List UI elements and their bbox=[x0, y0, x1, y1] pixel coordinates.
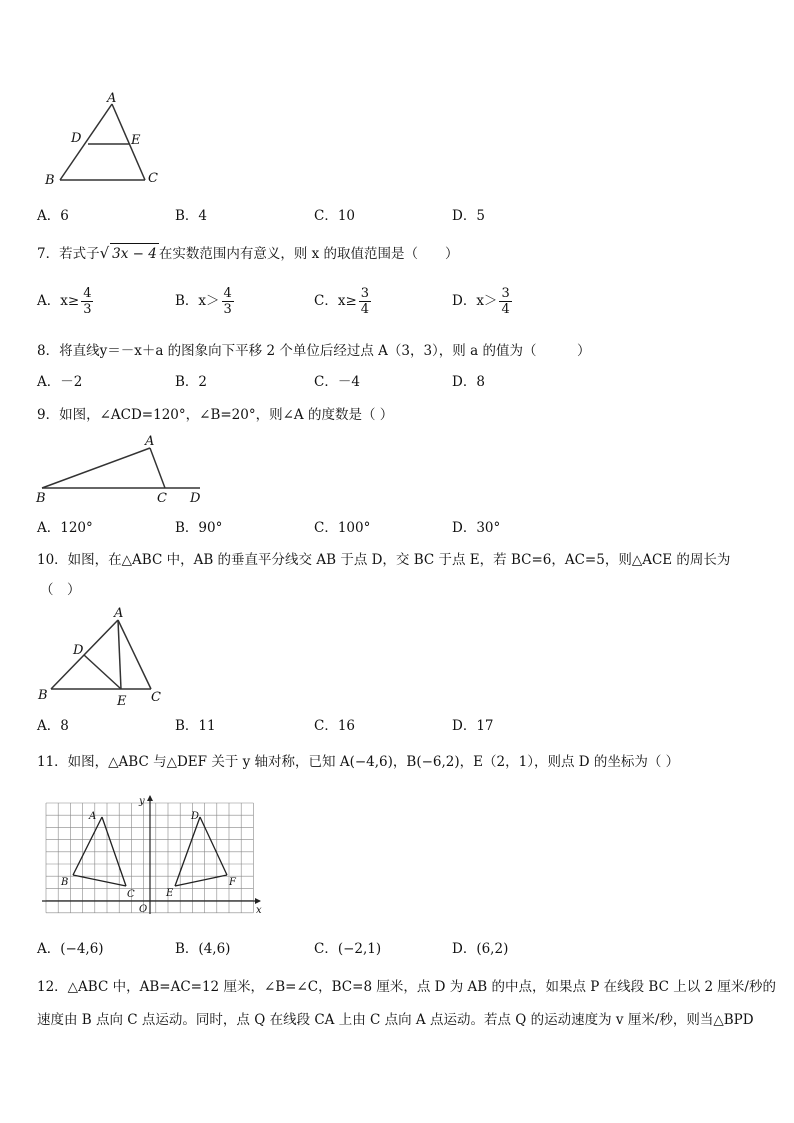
sqrt-icon: √ bbox=[99, 244, 110, 262]
q8-question: 8．将直线y＝－x＋a 的图象向下平移 2 个单位后经过点 A（3，3），则 a 的值为（ ） bbox=[37, 343, 591, 359]
q10-triangle-figure bbox=[34, 604, 174, 710]
q7-option-d: D．x＞ $\frac{3}{4}$ bbox=[452, 286, 510, 317]
q8-option-d: D．8 bbox=[452, 374, 485, 390]
q11-label-O: O bbox=[139, 904, 148, 915]
q9-label-B: B bbox=[36, 491, 46, 506]
q10-label-B: B bbox=[38, 688, 48, 703]
q6-label-E: E bbox=[131, 133, 141, 148]
q11-option-a: A．(−4,6) bbox=[37, 941, 104, 957]
q6-option-b: B．4 bbox=[175, 208, 208, 224]
q11-label-E: E bbox=[166, 888, 174, 899]
q9-question: 9．如图，∠ACD=120°，∠B=20°，则∠A 的度数是（ ） bbox=[37, 407, 394, 423]
q6-triangle-figure bbox=[40, 88, 170, 188]
q9-triangle-figure bbox=[32, 430, 212, 510]
q11-coord-B: (−6,2) bbox=[416, 754, 460, 770]
q10-question-paren: （ ） bbox=[40, 582, 81, 598]
q7-option-c: C．x≥ $\frac{3}{4}$ bbox=[314, 286, 370, 317]
q12-question-line2: 速度由 B 点向 C 点运动。同时，点 Q 在线段 CA 上由 C 点向 A 点运动。若点 Q 的运动速度为 v 厘米/秒，则当△BPD bbox=[37, 1012, 754, 1028]
q11-label-A: A bbox=[89, 811, 97, 822]
q8-option-c: C．－4 bbox=[314, 374, 360, 390]
q7-option-a: A．x≥ $\frac{4}{3}$ bbox=[37, 286, 92, 317]
q6-label-D: D bbox=[71, 131, 82, 146]
q10-option-a: A．8 bbox=[37, 718, 69, 734]
q10-option-c: C．16 bbox=[314, 718, 356, 734]
q7-radicand: 3x − 4 bbox=[110, 243, 159, 264]
q7-prefix: 7．若式子 bbox=[37, 246, 100, 262]
q6-option-c: C．10 bbox=[314, 208, 356, 224]
q10-option-b: B．11 bbox=[175, 718, 216, 734]
q11-option-c: C．(−2,1) bbox=[314, 941, 382, 957]
q7-option-b: B．x＞ $\frac{4}{3}$ bbox=[175, 286, 232, 317]
q9-option-c: C．100° bbox=[314, 520, 371, 536]
q9-label-D: D bbox=[190, 491, 201, 506]
q7-suffix: 在实数范围内有意义，则 x 的取值范围是（ ） bbox=[158, 246, 459, 262]
q9-option-d: D．30° bbox=[452, 520, 501, 536]
q10-label-D: D bbox=[73, 643, 84, 658]
q9-option-b: B．90° bbox=[175, 520, 223, 536]
q11-grid-figure bbox=[40, 792, 270, 922]
q11-label-x: x bbox=[256, 905, 262, 916]
q7-question bbox=[37, 243, 459, 264]
q10-label-C: C bbox=[151, 690, 161, 705]
q6-option-d: D．5 bbox=[452, 208, 485, 224]
q6-label-A: A bbox=[107, 91, 117, 106]
q8-option-b: B．2 bbox=[175, 374, 208, 390]
q9-label-A: A bbox=[145, 434, 155, 449]
q11-coord-A: (−4,6) bbox=[349, 754, 393, 770]
q10-option-d: D．17 bbox=[452, 718, 494, 734]
q11-label-F: F bbox=[229, 877, 236, 888]
q6-label-C: C bbox=[148, 171, 158, 186]
q10-question: 10．如图，在△ABC 中，AB 的垂直平分线交 AB 于点 D，交 BC 于点 E，若 BC=6，AC=5，则△ACE 的周长为 bbox=[37, 552, 731, 568]
q11-label-y: y bbox=[139, 796, 145, 807]
q11-option-d: D．(6,2) bbox=[452, 941, 509, 957]
q10-label-A: A bbox=[114, 606, 124, 621]
q12-question-line1: 12．△ABC 中，AB=AC=12 厘米，∠B=∠C，BC=8 厘米，点 D 为 AB 的中点，如果点 P 在线段 BC 上以 2 厘米/秒的 bbox=[37, 979, 776, 995]
q11-label-D: D bbox=[191, 811, 200, 822]
q9-label-C: C bbox=[157, 491, 167, 506]
q10-label-E: E bbox=[117, 694, 127, 709]
q11-option-b: B．(4,6) bbox=[175, 941, 231, 957]
q8-option-a: A．－2 bbox=[37, 374, 83, 390]
q11-label-B: B bbox=[61, 877, 69, 888]
q6-label-B: B bbox=[45, 173, 55, 188]
q9-option-a: A．120° bbox=[37, 520, 93, 536]
q11-label-C: C bbox=[127, 889, 135, 900]
q6-option-a: A．6 bbox=[37, 208, 69, 224]
q11-question: 11．如图，△ABC 与△DEF 关于 y 轴对称，已知 A(−4,6)，B(−6,2)，E（2，1），则点 D 的坐标为（ ） bbox=[37, 754, 680, 770]
